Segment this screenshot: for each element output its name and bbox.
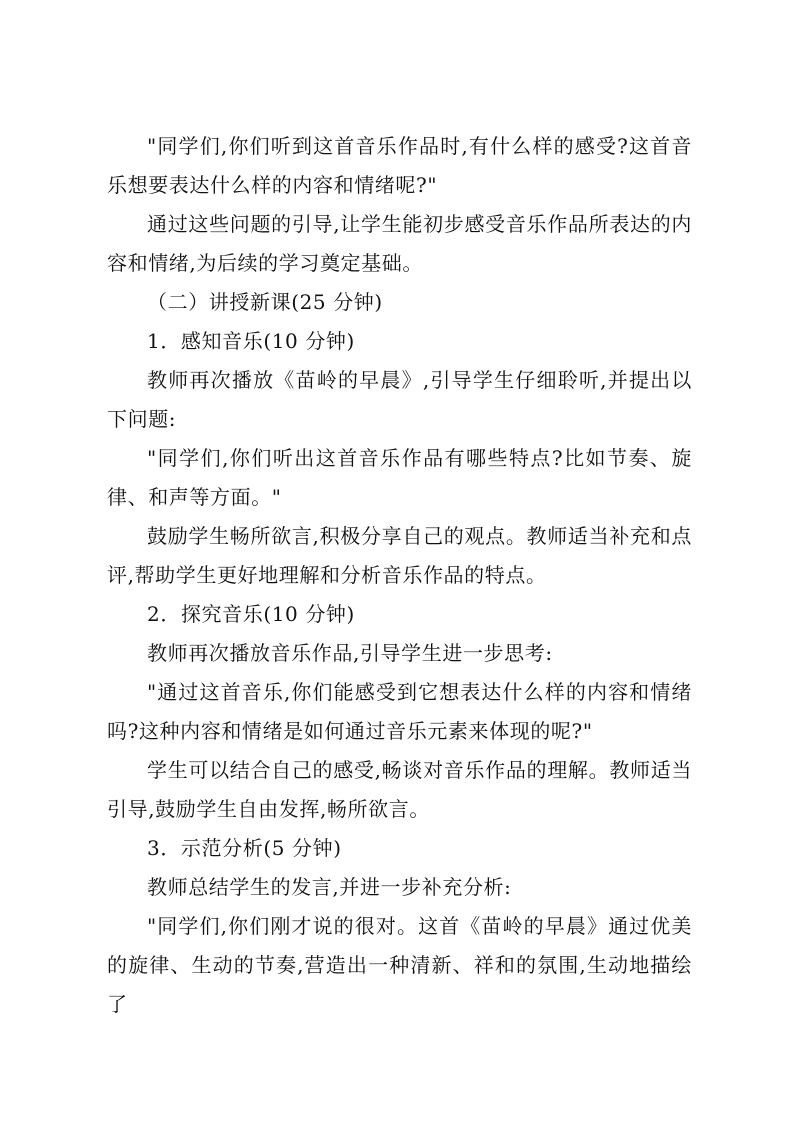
- paragraph-further-thinking: 教师再次播放音乐作品,引导学生进一步思考:: [147, 641, 553, 665]
- paragraph-encourage-discussion: 鼓励学生畅所欲言,积极分享自己的观点。教师适当补充和点评,帮助学生更好地理解和分析音乐作品的特点。: [107, 524, 692, 587]
- paragraph-teacher-summary: 教师总结学生的发言,并进一步补充分析:: [147, 875, 512, 899]
- paragraph-student-sharing: 学生可以结合自己的感受,畅谈对音乐作品的理解。教师适当引导,鼓励学生自由发挥,畅所欲言。: [107, 758, 692, 821]
- section-heading-new-lesson: （二）讲授新课(25 分钟): [147, 290, 383, 314]
- subsection-heading-demo-analysis: 3．示范分析(5 分钟): [147, 836, 342, 860]
- paragraph-play-music-again: 教师再次播放《苗岭的早晨》,引导学生仔细聆听,并提出以下问题:: [107, 368, 692, 431]
- paragraph-question-content-emotion: "通过这首音乐,你们能感受到它想表达什么样的内容和情绪吗?这种内容和情绪是如何通过音乐元素来体现的呢?": [107, 680, 692, 743]
- paragraph-analysis-quote: "同学们,你们刚才说的很对。这首《苗岭的早晨》通过优美的旋律、生动的节奏,营造出一种清新、祥和的氛围,生动地描绘了: [107, 914, 692, 1016]
- subsection-heading-explore-music: 2．探究音乐(10 分钟): [147, 602, 355, 626]
- paragraph-question-features: "同学们,你们听出这首音乐作品有哪些特点?比如节奏、旋律、和声等方面。": [107, 446, 692, 509]
- paragraph-guidance-purpose: 通过这些问题的引导,让学生能初步感受音乐作品所表达的内容和情绪,为后续的学习奠定基础。: [107, 212, 692, 275]
- paragraph-question-feelings: "同学们,你们听到这首音乐作品时,有什么样的感受?这首音乐想要表达什么样的内容和情绪呢?": [107, 134, 692, 197]
- subsection-heading-perceive-music: 1．感知音乐(10 分钟): [147, 329, 355, 353]
- document-body: [107, 127, 692, 1024]
